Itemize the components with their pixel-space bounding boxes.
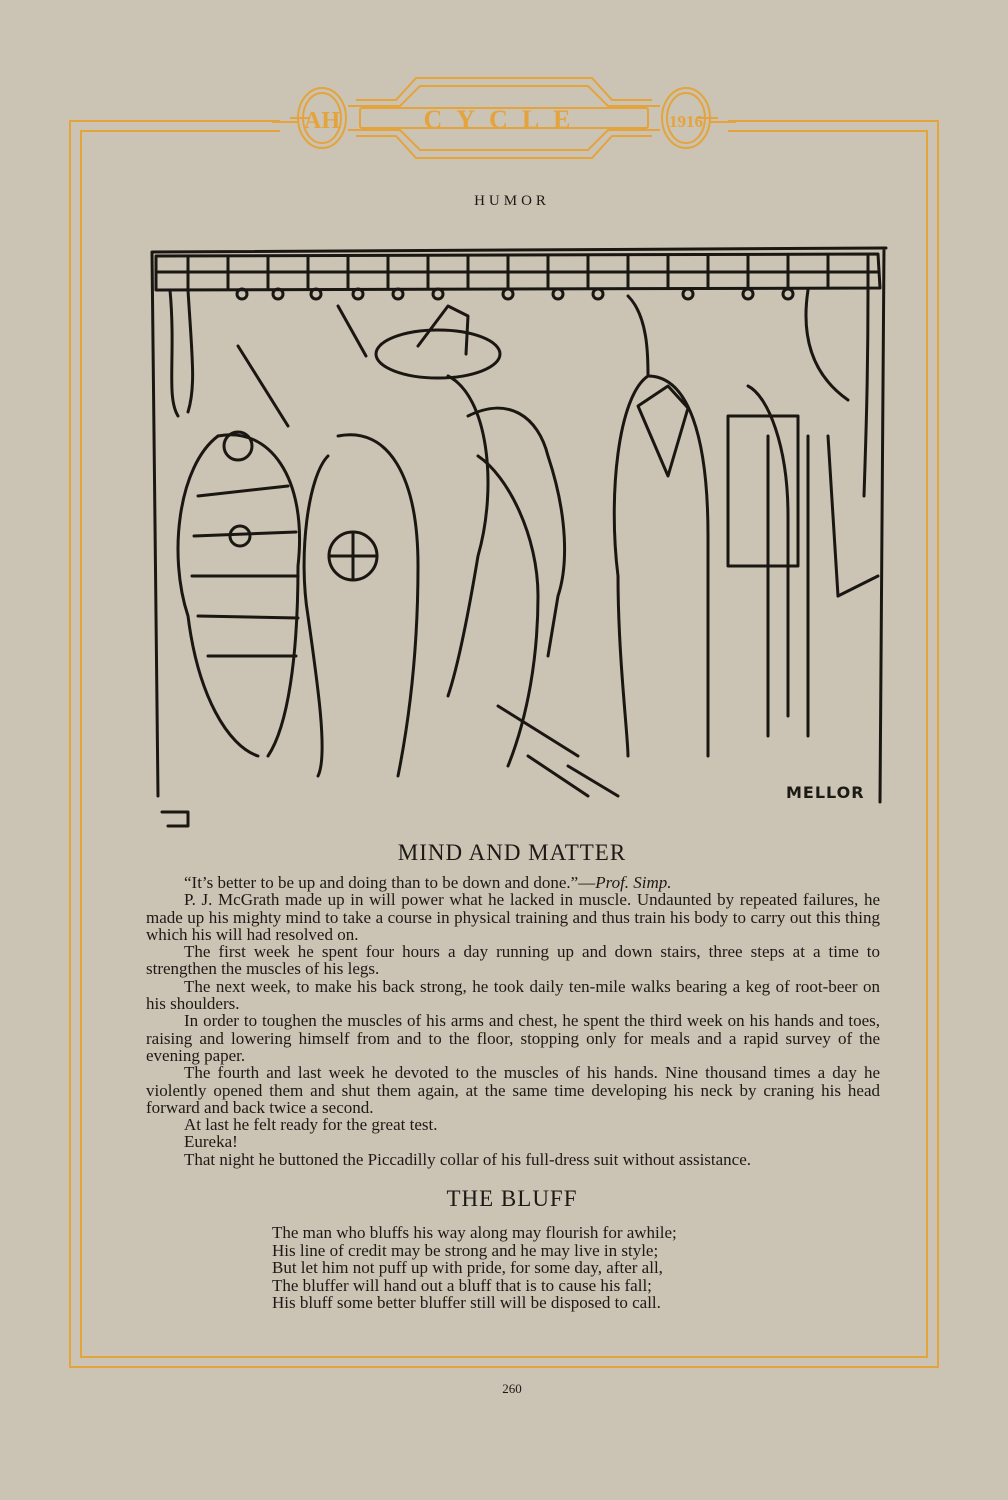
header-left-emblem: AH xyxy=(304,108,340,134)
poem-title: THE BLUFF xyxy=(446,1186,578,1211)
poem-line: But let him not puff up with pride, for some day, after all, xyxy=(272,1258,663,1277)
poem-line: His line of credit may be strong and he may live in style; xyxy=(272,1240,659,1260)
article-paragraph: That night he buttoned the Piccadilly collar of his full-dress suit without assistance. xyxy=(184,1149,752,1169)
poem-body xyxy=(272,1224,832,1312)
section-title: HUMOR xyxy=(474,193,550,209)
cartoon-illustration xyxy=(148,236,890,832)
poem-line: His bluff some better bluffer still will be disposed to call. xyxy=(272,1293,661,1312)
page-number: 260 xyxy=(502,1381,522,1396)
article-paragraph: P. J. McGrath made up in will power what he lacked in muscle. Undaunted by repeated failures, he made up his mighty mind to take a course in physical training and thus train his body to carry out this thing which his will had resolved on. xyxy=(146,890,880,944)
article-paragraph: The first week he spent four hours a day running up and down stairs, three steps at a time to strengthen the muscles of his legs. xyxy=(146,942,880,979)
article-epigraph xyxy=(146,874,880,891)
poem-line: The man who bluffs his way along may flourish for awhile; xyxy=(272,1223,677,1242)
header-ornament xyxy=(270,66,738,170)
header-banner-text: CYCLE xyxy=(423,105,585,134)
article-paragraph: In order to toughen the muscles of his arms and chest, he spent the third week on his hands and toes, raising and lowering himself from and to the floor, stopping only for meals and a rapid survey of the evening paper. xyxy=(146,1011,880,1065)
epigraph-quote: “It’s better to be up and doing than to be down and done.”— xyxy=(184,873,596,892)
poem-line: The bluffer will hand out a bluff that is to cause his fall; xyxy=(272,1275,652,1295)
article-body xyxy=(146,874,880,1168)
epigraph-source: Prof. Simp. xyxy=(595,873,672,892)
article-title: MIND AND MATTER xyxy=(397,840,627,865)
article-paragraph: The next week, to make his back strong, he took daily ten-mile walks bearing a keg of root-beer on his shoulders. xyxy=(146,976,880,1014)
header-right-emblem: 1916 xyxy=(669,112,703,131)
illustration-signature: MELLOR xyxy=(786,783,865,802)
article-paragraph: At last he felt ready for the great test. xyxy=(184,1115,438,1135)
article-paragraph: The fourth and last week he devoted to the muscles of his hands. Nine thousand times a day he violently opened them and shut them again, at the same time developing his neck by craning his head forward and back twice a second. xyxy=(146,1063,880,1117)
article-paragraph: Eureka! xyxy=(184,1132,238,1152)
